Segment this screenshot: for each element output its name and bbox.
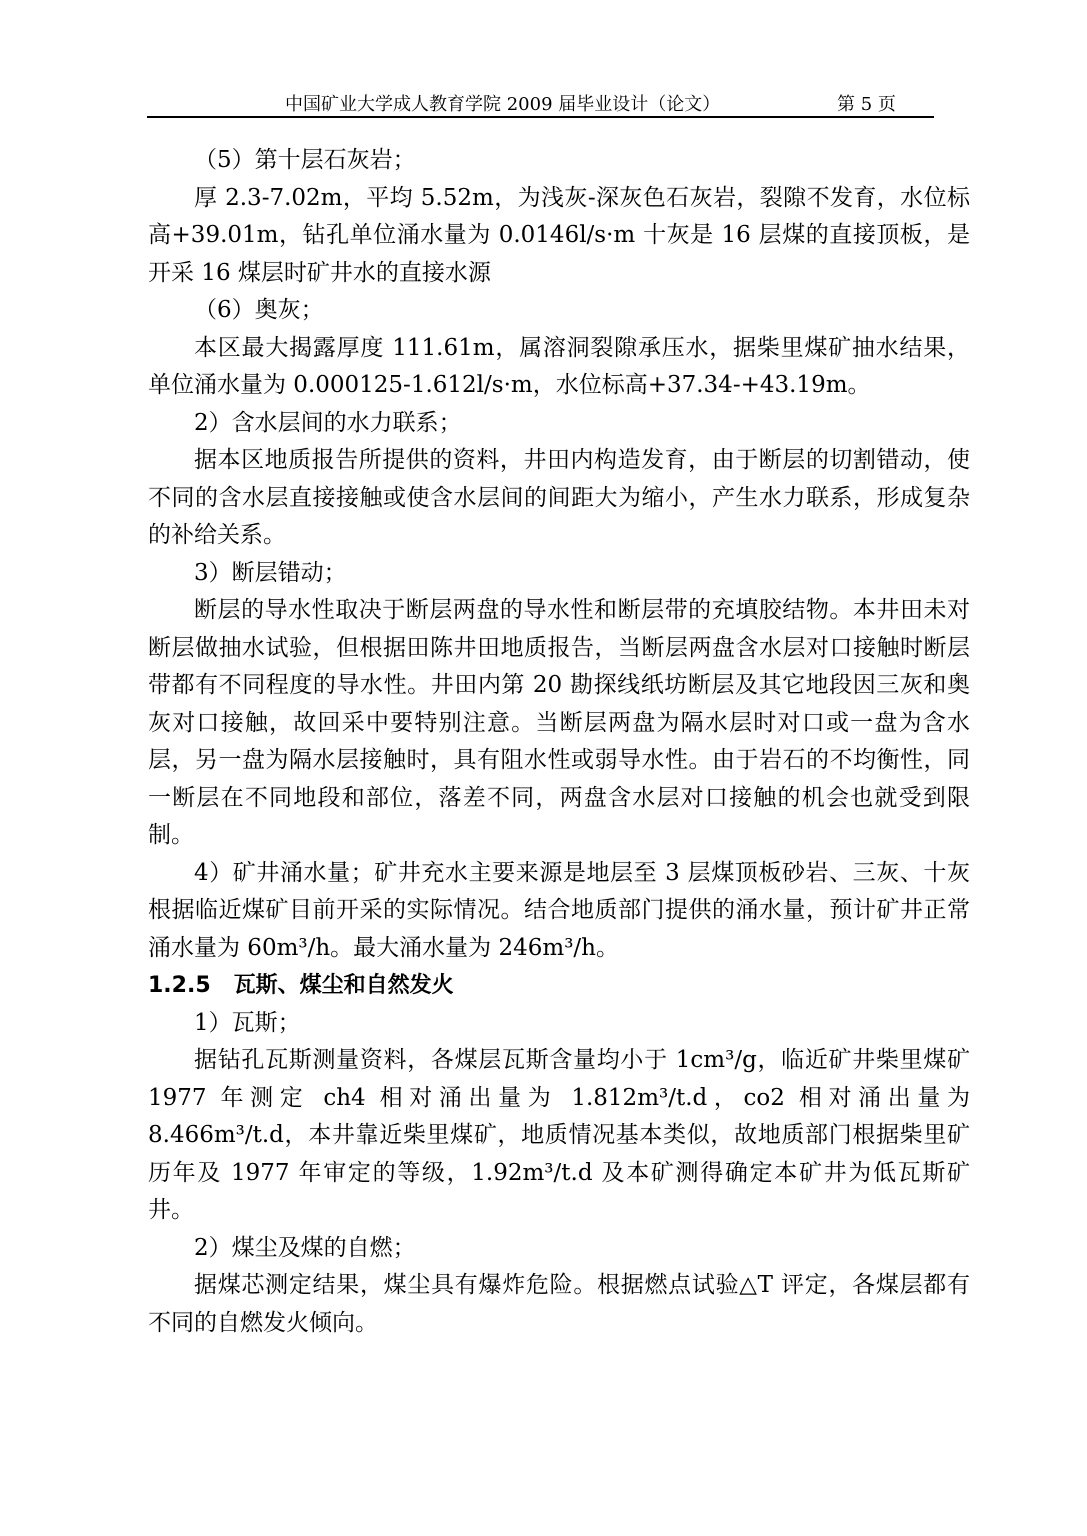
- body-paragraph: 断层的导水性取决于断层两盘的导水性和断层带的充填胶结物。本井田未对断层做抽水试验，但根据田陈井田地质报告，当断层两盘含水层对口接触时断层带都有不同程度的导水性。井田内第 20 勘探线纸坊断层及其它地段因三灰和奥灰对口接触，故回采中要特别注意。当断层两盘为隔水层时对口或一盘为含水层，另一盘为隔水层接触时，具有阻水性或弱导水性。由于岩石的不均衡性，同一断层在不同地段和部位，落差不同，两盘含水层对口接触的机会也就受到限制。: [148, 597, 970, 848]
- body-paragraph: 据本区地质报告所提供的资料，井田内构造发育，由于断层的切割错动，使不同的含水层直接接触或使含水层间的间距大为缩小，产生水力联系，形成复杂的补给关系。: [148, 447, 970, 548]
- body-paragraph: 据钻孔瓦斯测量资料，各煤层瓦斯含量均小于 1cm³/g，临近矿井柴里煤矿 1977 年测定 ch4 相对涌出量为 1.812m³/t.d，co2 相对涌出量为 8.466m³/t.d，本井靠近柴里煤矿，地质情况基本类似，故地质部门根据柴里矿历年及 1977 年审定的等级，1.92m³/t.d 及本矿测得确定本矿井为低瓦斯矿井。: [148, 1047, 970, 1223]
- subsection-label: 1）瓦斯；: [194, 1009, 301, 1036]
- section-heading: 1.2.5 瓦斯、煤尘和自然发火: [148, 973, 454, 998]
- body-paragraph: 厚 2.3-7.02m，平均 5.52m，为浅灰-深灰色石灰岩，裂隙不发育，水位标高+39.01m，钻孔单位涌水量为 0.0146l/s·m 十灰是 16 层煤的直接顶板，是开采 16 煤层时矿井水的直接水源: [148, 184, 970, 286]
- subsection-label: （5）第十层石灰岩；: [194, 147, 416, 173]
- subsection-label: （6）奥灰；: [194, 297, 324, 323]
- document-body: [148, 142, 970, 1342]
- page-header: [147, 88, 934, 118]
- header-title: 中国矿业大学成人教育学院 2009 届毕业设计（论文）: [285, 94, 721, 115]
- subsection-label: 3）断层错动；: [194, 559, 347, 586]
- subsection-label: 2）含水层间的水力联系；: [194, 409, 462, 436]
- page-number: 第 5 页: [837, 94, 896, 115]
- body-paragraph: 4）矿井涌水量；矿井充水主要来源是地层至 3 层煤顶板砂岩、三灰、十灰根据临近煤矿目前开采的实际情况。结合地质部门提供的涌水量，预计矿井正常涌水量为 60m³/h。最大涌水量为 246m³/h。: [148, 859, 970, 961]
- subsection-label: 2）煤尘及煤的自燃；: [194, 1234, 416, 1261]
- body-paragraph: 据煤芯测定结果，煤尘具有爆炸危险。根据燃点试验△T 评定，各煤层都有不同的自燃发火倾向。: [148, 1272, 970, 1336]
- body-paragraph: 本区最大揭露厚度 111.61m，属溶洞裂隙承压水，据柴里煤矿抽水结果，单位涌水量为 0.000125-1.612l/s·m，水位标高+37.34-+43.19m。: [148, 334, 970, 398]
